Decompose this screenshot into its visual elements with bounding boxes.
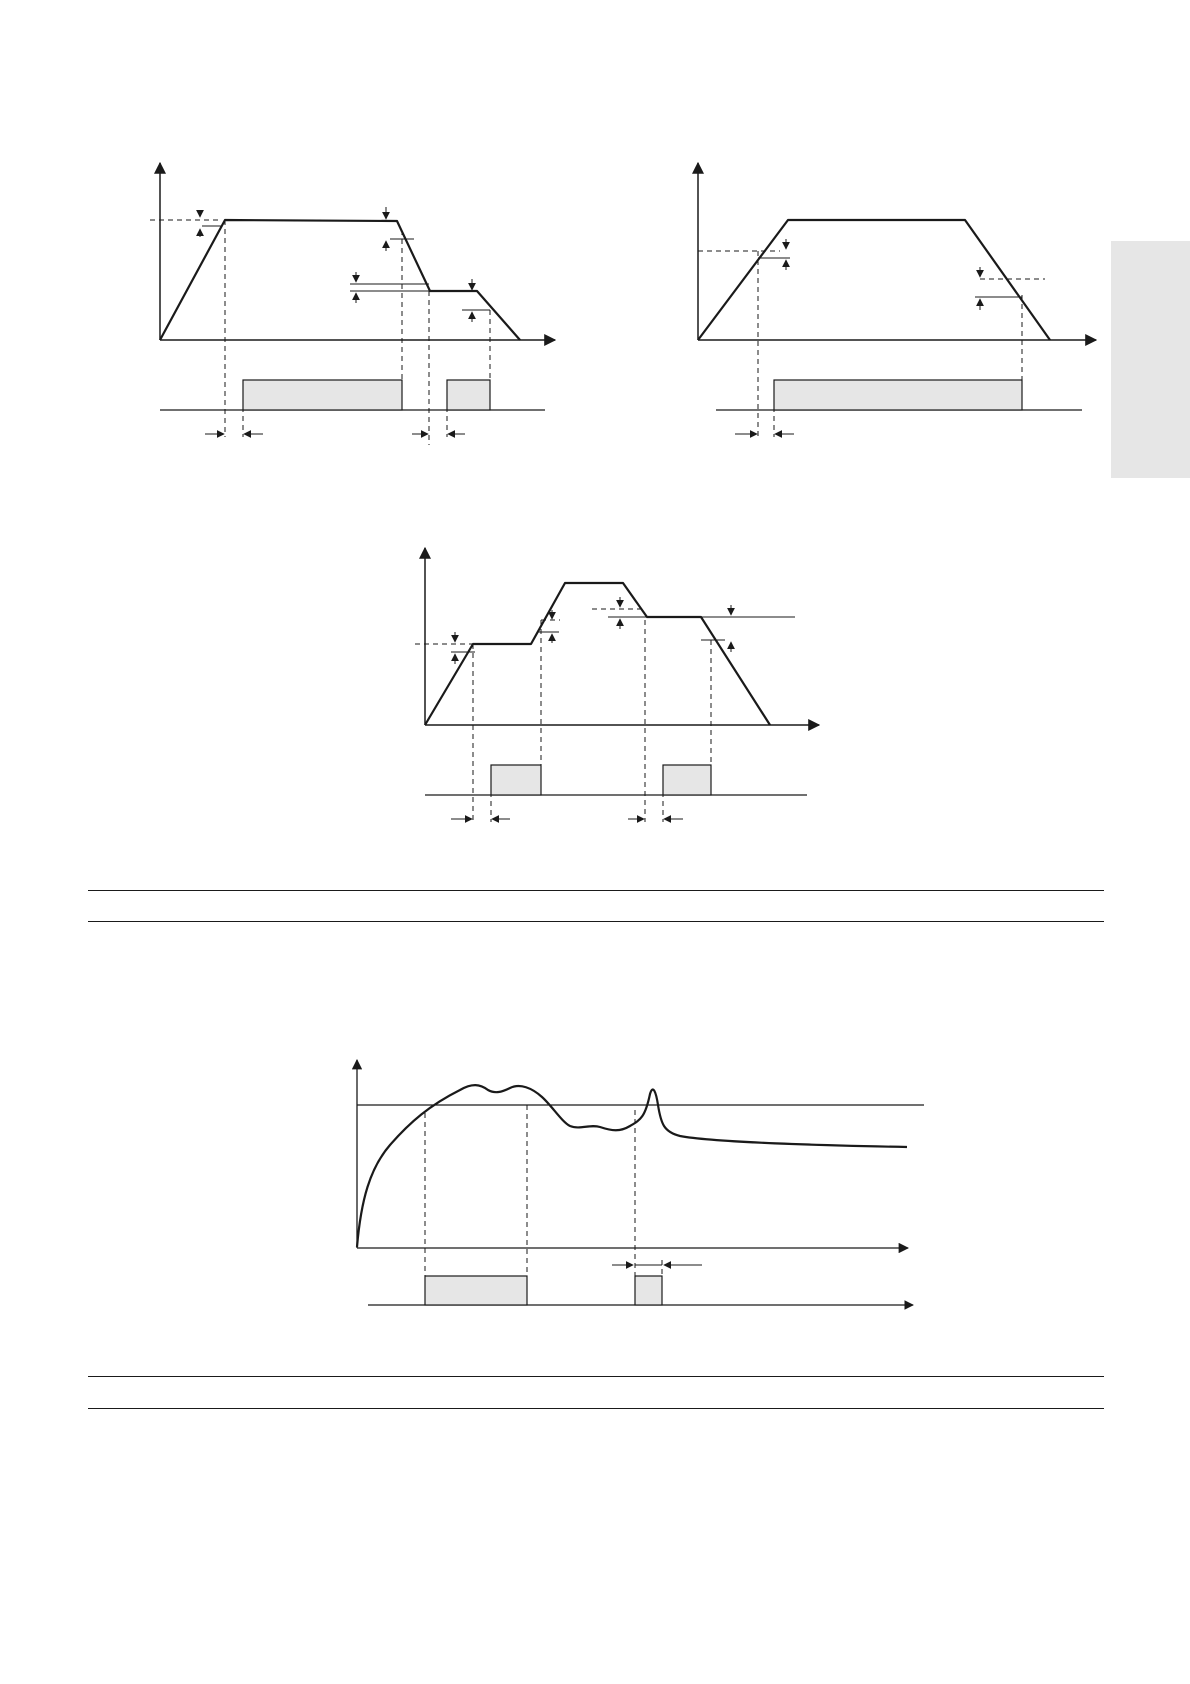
speed-profile-curve <box>425 583 770 725</box>
band-lines <box>202 226 490 310</box>
axes <box>357 1060 908 1248</box>
band-lines <box>758 258 1022 297</box>
band-lines <box>451 617 795 652</box>
band-arrows <box>455 597 731 664</box>
output-pulse <box>774 380 1022 410</box>
side-tab <box>1111 241 1190 478</box>
output-pulses <box>491 765 711 795</box>
current-curve <box>357 1085 907 1247</box>
divider-line <box>88 1408 1104 1409</box>
figure-1 <box>150 155 570 450</box>
divider-line <box>88 921 1104 922</box>
output-pulses <box>425 1276 662 1305</box>
figure-2 <box>690 155 1110 450</box>
band-arrows <box>200 207 472 322</box>
axes <box>425 548 819 725</box>
divider-line <box>88 1376 1104 1377</box>
dashed-guides <box>425 1105 662 1276</box>
speed-profile-curve <box>698 220 1050 340</box>
figure-3 <box>415 540 835 835</box>
divider-line <box>88 890 1104 891</box>
dashed-guides <box>150 220 490 445</box>
speed-profile-curve <box>160 220 520 340</box>
figure-4 <box>340 1050 940 1325</box>
output-pulses <box>243 380 490 410</box>
band-arrows <box>786 239 980 310</box>
